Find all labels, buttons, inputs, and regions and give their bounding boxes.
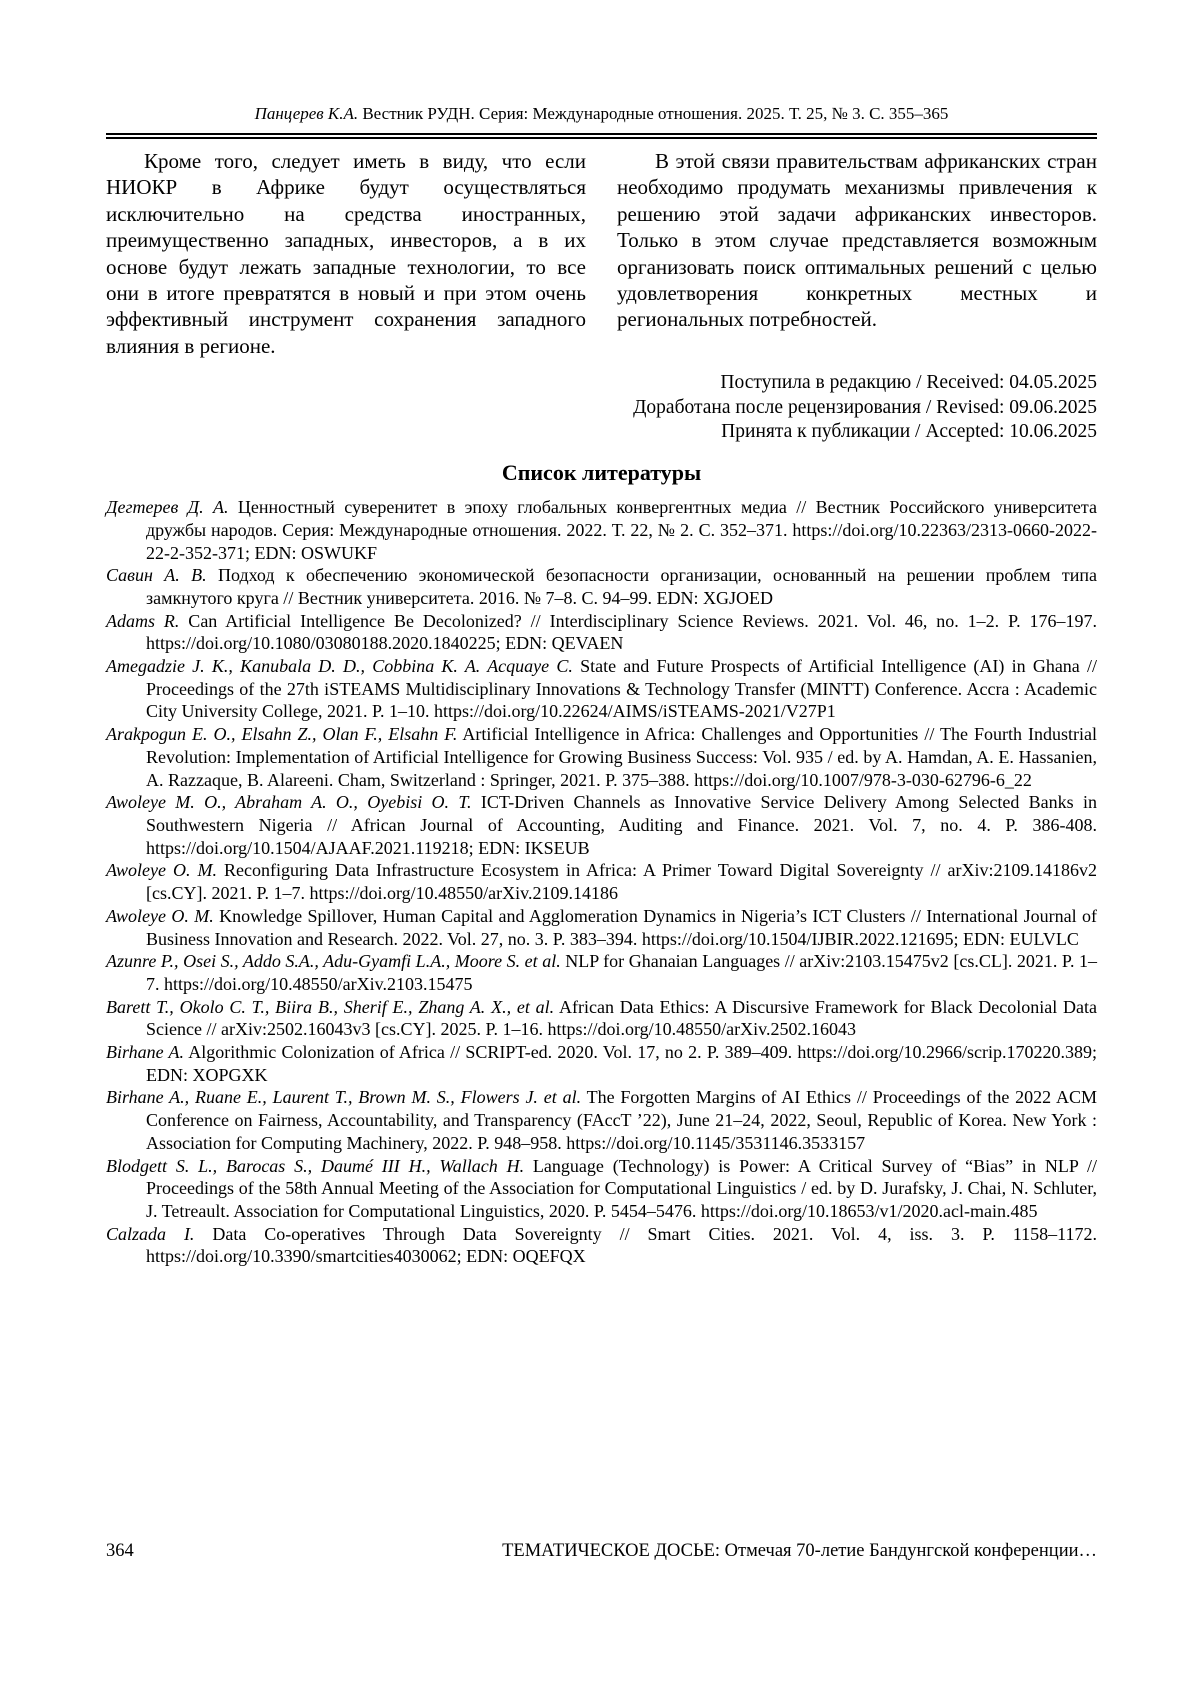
- article-dates-block: [106, 371, 1097, 444]
- reference-item: [106, 564, 1097, 609]
- reference-text: ICT-Driven Channels as Innovative Service Delivery Among Selected Banks in Southwestern Nigeria // African Journal of Accounting, Auditing and Finance. 2021. Vol. 7, no. 4. P. 386-408. https://doi.org/10.1504/AJAAF.2021.119218; EDN: IKSEUB: [146, 792, 1097, 858]
- accepted-date: Принята к публикации / Accepted: 10.06.2025: [721, 420, 1097, 442]
- reference-item: [106, 723, 1097, 791]
- reference-authors: Amegadzie J. K., Kanubala D. D., Cobbina K. A. Acquaye C.: [106, 656, 573, 677]
- reference-item: [106, 496, 1097, 564]
- reference-text: Can Artificial Intelligence Be Decolonized? // Interdisciplinary Science Reviews. 2021. Vol. 46, no. 1–2. P. 176–197. https://doi.org/10.1080/03080188.2020.1840225; EDN: QEVAEN: [146, 610, 1097, 654]
- reference-text: Reconfiguring Data Infrastructure Ecosystem in Africa: A Primer Toward Digital Sovereignty // arXiv:2109.14186v2 [cs.CY]. 2021. P. 1–7. https://doi.org/10.48550/arXiv.2109.14186: [146, 860, 1097, 904]
- reference-text: Artificial Intelligence in Africa: Challenges and Opportunities // The Fourth Industrial Revolution: Implementation of Artificial Intelligence for Growing Business Success: Vol. 935 / ed. by A. Hamdan, A. E. Hassanien, A. Razzaque, B. Alareeni. Cham, Switzerland : Springer, 2021. P. 375–388. https://doi.org/10.1007/978-3-030-62796-6_22: [146, 724, 1097, 790]
- reference-item: [106, 950, 1097, 995]
- reference-item: [106, 791, 1097, 859]
- body-columns: [106, 148, 1097, 359]
- reference-authors: Azunre P., Osei S., Addo S.A., Adu-Gyamfi L.A., Moore S. et al.: [106, 951, 561, 972]
- reference-item: [106, 655, 1097, 723]
- running-header-author: Панцерев К.А.: [254, 104, 359, 123]
- revised-date: Доработана после рецензирования / Revised: 09.06.2025: [633, 396, 1097, 418]
- reference-authors: Awoleye M. O., Abraham A. O., Oyebisi O. T.: [106, 792, 472, 813]
- page-footer: [106, 1541, 1097, 1562]
- reference-text: NLP for Ghanaian Languages // arXiv:2103.15475v2 [cs.CL]. 2021. P. 1–7. https://doi.org/10.48550/arXiv.2103.15475: [146, 951, 1097, 994]
- reference-authors: Calzada I.: [106, 1223, 195, 1244]
- reference-item: [106, 859, 1097, 904]
- running-header: [106, 0, 1097, 124]
- references-list: [106, 496, 1097, 1268]
- reference-authors: Awoleye O. M.: [106, 905, 214, 926]
- reference-text: Knowledge Spillover, Human Capital and Agglomeration Dynamics in Nigeria’s ICT Clusters // International Journal of Business Innovation and Research. 2022. Vol. 27, no. 3. P. 383–394. https://doi.org/10.1504/IJBIR.2022.121695; EDN: EULVLC: [146, 905, 1097, 949]
- reference-item: [106, 1223, 1097, 1268]
- received-date: Поступила в редакцию / Received: 04.05.2025: [720, 372, 1097, 394]
- reference-authors: Birhane A.: [106, 1042, 185, 1063]
- reference-authors: Barett T., Okolo C. T., Biira B., Sherif E., Zhang A. X., et al.: [106, 996, 555, 1017]
- reference-authors: Adams R.: [106, 610, 180, 631]
- footer-running-title: ТЕМАТИЧЕСКОЕ ДОСЬЕ: Отмечая 70-летие Бандунгской конференции…: [502, 1541, 1097, 1561]
- left-column-paragraph: Кроме того, следует иметь в виду, что если НИОКР в Африке будут осуществляться исключительно на средства иностранных, преимущественно западных, инвесторов, а в их основе будут лежать западные технологии, то все они в итоге превратятся в новый и при этом очень эффективный инструмент сохранения западного влияния в регионе.: [106, 149, 586, 358]
- reference-text: State and Future Prospects of Artificial Intelligence (AI) in Ghana // Proceedings of the 27th iSTEAMS Multidisciplinary Innovations & Technology Transfer (MINTT) Conference. Accra : Academic City University College, 2021. P. 1–10. https://doi.org/10.22624/AIMS/iSTEAMS-2021/V27P1: [146, 656, 1098, 722]
- reference-authors: Arakpogun E. O., Elsahn Z., Olan F., Elsahn F.: [106, 724, 458, 745]
- reference-text: Подход к обеспечению экономической безопасности организации, основанный на решении проблем типа замкнутого круга // Вестник университета. 2016. № 7–8. С. 94–99. EDN: XGJOED: [146, 565, 1097, 608]
- reference-item: [106, 610, 1097, 655]
- page-number: 364: [106, 1541, 134, 1561]
- header-rule: [106, 133, 1097, 139]
- running-header-citation: Вестник РУДН. Серия: Международные отношения. 2025. Т. 25, № 3. С. 355–365: [358, 104, 949, 123]
- right-column-paragraph: В этой связи правительствам африканских стран необходимо продумать механизмы привлечения к решению этой задачи африканских инвесторов. Только в этом случае представляется возможным организовать поиск оптимальных решений с целью удовлетворения конкретных местных и региональных потребностей.: [617, 149, 1097, 332]
- reference-authors: Blodgett S. L., Barocas S., Daumé III H., Wallach H.: [106, 1155, 525, 1176]
- reference-text: Data Co-operatives Through Data Sovereignty // Smart Cities. 2021. Vol. 4, iss. 3. P. 1158–1172. https://doi.org/10.3390/smartcities4030062; EDN: OQEFQX: [146, 1223, 1097, 1267]
- reference-authors: Дегтерев Д. А.: [106, 497, 229, 518]
- reference-text: Language (Technology) is Power: A Critical Survey of “Bias” in NLP // Proceedings of the 58th Annual Meeting of the Association for Computational Linguistics / ed. by D. Jurafsky, J. Chai, N. Schluter, J. Tetreault. Association for Computational Linguistics, 2020. P. 5454–5476. https://doi.org/10.18653/v1/2020.acl-main.485: [146, 1155, 1097, 1221]
- reference-text: African Data Ethics: A Discursive Framework for Black Decolonial Data Science // arXiv:2502.16043v3 [cs.CY]. 2025. P. 1–16. https://doi.org/10.48550/arXiv.2502.16043: [146, 996, 1097, 1040]
- reference-authors: Birhane A., Ruane E., Laurent T., Brown M. S., Flowers J. et al.: [106, 1087, 582, 1108]
- reference-text: The Forgotten Margins of AI Ethics // Proceedings of the 2022 ACM Conference on Fairness, Accountability, and Transparency (FAccT ’22), June 21–24, 2022, Seoul, Republic of Korea. New York : Association for Computing Machinery, 2022. P. 948–958. https://doi.org/10.1145/3531146.3533157: [146, 1087, 1098, 1153]
- reference-authors: Awoleye O. M.: [106, 860, 218, 881]
- reference-item: [106, 1086, 1097, 1154]
- reference-authors: Савин А. В.: [106, 565, 207, 586]
- reference-item: [106, 905, 1097, 950]
- reference-item: [106, 1041, 1097, 1086]
- reference-text: Ценностный суверенитет в эпоху глобальных конвергентных медиа // Вестник Российского университета дружбы народов. Серия: Международные отношения. 2022. Т. 22, № 2. С. 352–371. https://doi.org/10.22363/2313-0660-2022-22-2-352-371; EDN: OSWUKF: [146, 497, 1097, 563]
- references-heading: Список литературы: [501, 460, 702, 486]
- reference-text: Algorithmic Colonization of Africa // SCRIPT-ed. 2020. Vol. 17, no 2. P. 389–409. https://doi.org/10.2966/scrip.170220.389; EDN: XOPGXK: [146, 1042, 1097, 1085]
- reference-item: [106, 996, 1097, 1041]
- reference-item: [106, 1155, 1097, 1223]
